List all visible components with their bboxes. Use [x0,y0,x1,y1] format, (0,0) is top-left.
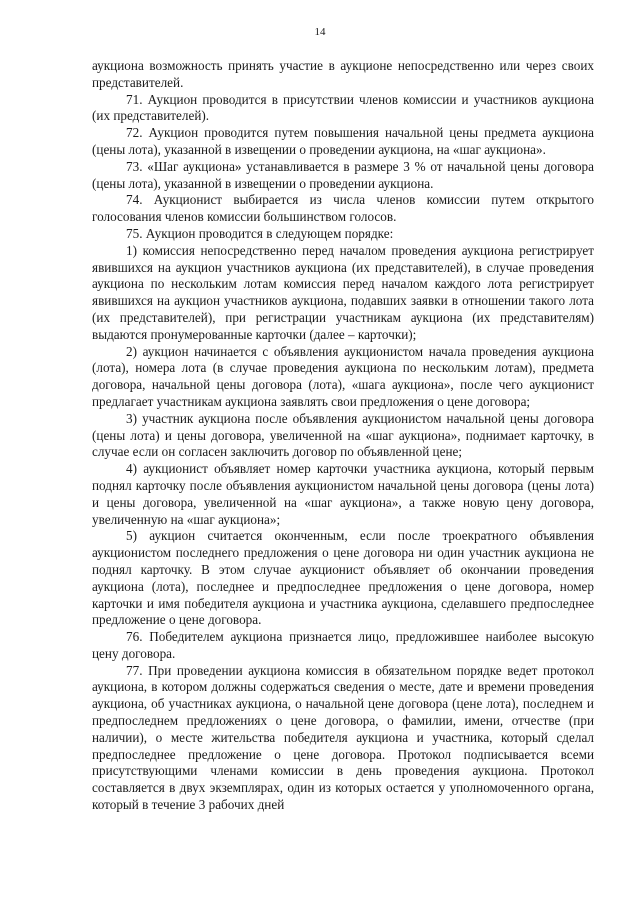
page-number: 14 [314,26,326,38]
paragraph-75-item-3: 3) участник аукциона после объявления аукционистом начальной цены договора (цены лота) и цены договора, увеличенной на «шаг аукциона», поднимает карточку, в случае если он согласен заключить договор по объявленной цене; [92,410,594,460]
paragraph-73: 73. «Шаг аукциона» устанавливается в размере 3 % от начальной цены договора (цены лота), указанной в извещении о проведении аукциона. [92,158,594,191]
paragraph-77: 77. При проведении аукциона комиссия в обязательном порядке ведет протокол аукциона, в котором должны содержаться сведения о месте, дате и времени проведения аукциона, об участниках аукциона, о начальной цене договора (цене лота), последнем и предпоследнем предложениях о цене договора, о фамилии, имени, отчестве (при наличии), о месте жительства победителя аукциона и участника, который сделал предпоследнее предложение о цене договора. Протокол подписывается всеми присутствующими членами комиссии в день проведения аукциона. Протокол составляется в двух экземплярах, один из которых остается у уполномоченного органа, который в течение 3 рабочих дней [92,662,594,813]
paragraph-75-item-4: 4) аукционист объявляет номер карточки участника аукциона, который первым поднял карточку после объявления аукционистом начальной цены договора (цены лота) и цены договора, увеличенной на «шаг аукциона», а также новую цену договора, увеличенную на «шаг аукциона»; [92,461,594,527]
paragraph-72: 72. Аукцион проводится путем повышения начальной цены предмета аукциона (цены лота), указанной в извещении о проведении аукциона, на «шаг аукциона». [92,125,594,157]
paragraph-71: 71. Аукцион проводится в присутствии членов комиссии и участников аукциона (их представителей). [92,91,594,124]
paragraph-74: 74. Аукционист выбирается из числа членов комиссии путем открытого голосования членов комиссии большинством голосов. [92,192,594,225]
paragraph-continuation: аукциона возможность принять участие в аукционе непосредственно или через своих представителей. [92,58,594,90]
paragraph-75-item-5: 5) аукцион считается оконченным, если после троекратного объявления аукционистом последнего предложения о цене договора ни один участник аукциона не поднял карточку. В этом случае аукционист объявляет об окончании проведения аукциона (лота), последнее и предпоследнее предложения о цене договора, номер карточки и имя победителя аукциона и участника аукциона, сделавшего предпоследнее предложение о цене договора. [92,528,594,628]
paragraph-75: 75. Аукцион проводится в следующем порядке: [126,225,394,241]
document-body [92,58,594,814]
paragraph-75-item-1: 1) комиссия непосредственно перед началом проведения аукциона регистрирует явившихся на аукцион участников аукциона (их представителей), в случае проведения аукциона по нескольким лотам комиссия перед началом каждого лота регистрирует явившихся на аукцион участников аукциона, подавших заявки в отношении такого лота (их представителей), при регистрации участникам аукциона (их представителям) выдаются пронумерованные карточки (далее – карточки); [92,242,594,342]
paragraph-76: 76. Победителем аукциона признается лицо, предложившее наиболее высокую цену договора. [92,629,594,661]
paragraph-75-item-2: 2) аукцион начинается с объявления аукционистом начала проведения аукциона (лота), номера лота (в случае проведения аукциона по нескольким лотам), предмета договора, начальной цены договора (лота), «шага аукциона», после чего аукционист предлагает участникам аукциона заявлять свои предложения о цене договора; [92,343,594,409]
